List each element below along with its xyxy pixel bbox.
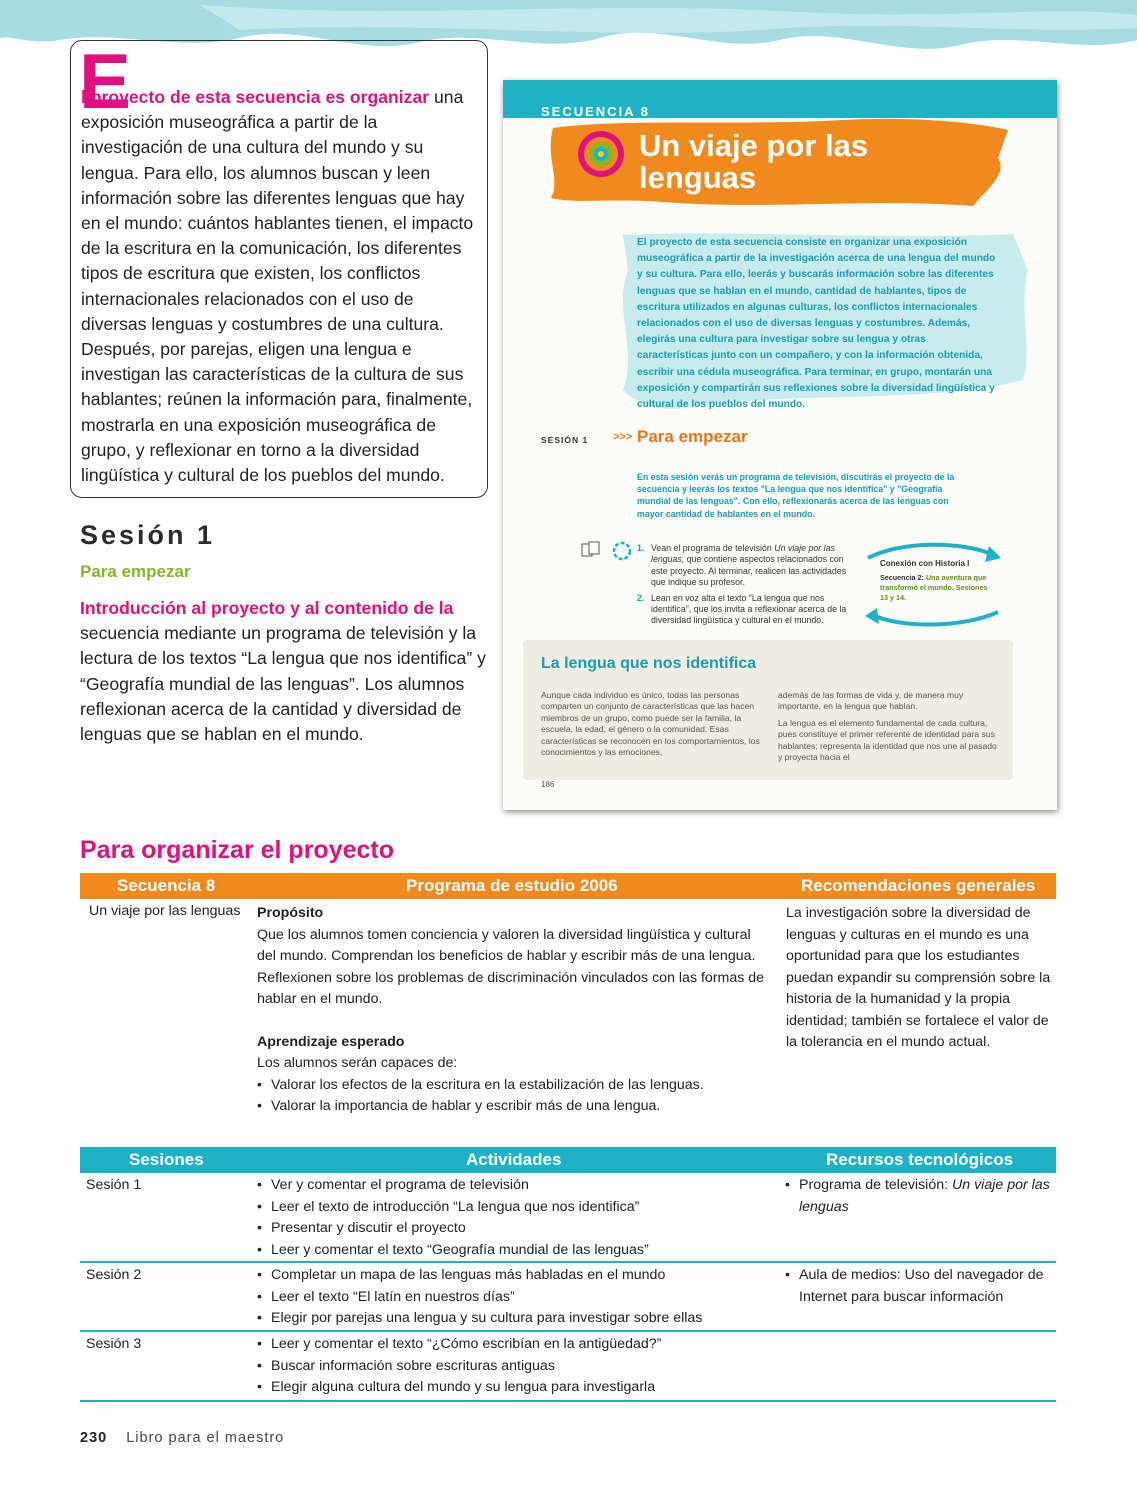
sequence-name: Un viaje por las lenguas (89, 903, 241, 919)
activity-item: • Presentar y discutir el proyecto (257, 1220, 466, 1236)
session-activities (257, 1334, 777, 1399)
connection-body: Secuencia 2: Una aventura que transformó el mundo. Sesiones 13 y 14. (880, 573, 988, 602)
learning-item: • Valorar los efectos de la escritura en la estabilización de las lenguas. (257, 1076, 704, 1093)
header-recommendations: Recomendaciones generales (801, 876, 1036, 895)
learning-item: • Valorar la importancia de hablar y escribir más de una lengua. (257, 1098, 661, 1114)
header-program: Programa de estudio 2006 (406, 876, 618, 895)
activity-item: • Leer el texto de introducción “La lengua que nos identifica” (257, 1198, 640, 1215)
resource-item: • Programa de televisión: Un viaje por las lenguas (785, 1177, 1050, 1215)
session-resources (785, 1265, 1055, 1308)
project-table-header (80, 873, 1056, 899)
book-activity-item: 2. Lean en voz alta el texto "La lengua que nos identifica", que los invita a reflexionar acerca de la diversidad lingüística y cultural en el mundo. (637, 592, 847, 626)
activity-item: • Ver y comentar el programa de televisión (257, 1177, 529, 1193)
activity-item: • Leer y comentar el texto “Geografía mundial de las lenguas” (257, 1241, 649, 1258)
book-activity-list (637, 543, 851, 631)
header-resources: Recursos tecnológicos (826, 1150, 1014, 1169)
book-sequence-label: SECUENCIA 8 (541, 104, 650, 119)
intro-box (70, 37, 488, 498)
connection-title: Conexión con Historia I (880, 559, 970, 568)
footer-label: Libro para el maestro (126, 1430, 285, 1446)
activity-item: • Leer el texto “El latín en nuestros días” (257, 1288, 515, 1305)
purpose-text: Que los alumnos tomen conciencia y valoren la diversidad lingüística y cultural del mundo. Comprendan los beneficios de hablar y escribir más de una lengua. Reflexionen sobre los problemas de discriminación vinculados con las formas de hablar en el mundo. (257, 926, 765, 1007)
session-lead: Introducción al proyecto y al contenido de la (80, 598, 454, 618)
project-title: Para organizar el proyecto (80, 836, 395, 864)
session-body: secuencia mediante un programa de televisión y la lectura de los textos “La lengua que nos identifica” y “Geografía mundial de las lenguas”. Los alumnos reflexionan acerca de la cantidad y diversidad de lenguas que se hablan en el mundo. (80, 623, 486, 745)
table-row (80, 1332, 1056, 1402)
session-title: Sesión 1 (80, 520, 216, 550)
book-session-title: Para empezar (637, 427, 748, 446)
target-icon (577, 130, 625, 178)
session-subtitle: Para empezar (80, 562, 191, 581)
learning-heading: Aprendizaje esperado (257, 1033, 405, 1050)
drop-cap: E (79, 37, 132, 125)
session-name: Sesión 1 (86, 1177, 142, 1193)
session-name: Sesión 2 (86, 1267, 142, 1283)
book-page-number: 186 (541, 780, 555, 789)
header-activities: Actividades (466, 1150, 562, 1169)
resource-item: • Aula de medios: Uso del navegador de Internet para buscar información (785, 1267, 1044, 1305)
sessions-table-header (80, 1147, 1056, 1173)
activity-item: • Leer y comentar el texto “¿Cómo escribían en la antigüedad?” (257, 1336, 662, 1352)
reading-column-2: además de las formas de vida y, de manera muy importante, en la lengua que hablan. La lengua es el elemento fundamental de cada cultura, pues constituye el primer referente de identidad para sus hablantes; representa la identidad que nos une al pasado y proyecta hacia el (778, 690, 997, 763)
intro-text (81, 85, 477, 488)
table-row (80, 1173, 1056, 1263)
program-column (257, 903, 772, 1118)
session-name: Sesión 3 (86, 1336, 142, 1352)
student-book-page (503, 80, 1057, 810)
header-sessions: Sesiones (129, 1150, 204, 1169)
intro-lead: l proyecto de esta secuencia es organizar (81, 87, 430, 107)
reading-title: La lengua que nos identifica (541, 655, 757, 672)
activity-item: • Elegir por parejas una lengua y su cultura para investigar sobre ellas (257, 1310, 703, 1326)
table-row (80, 1263, 1056, 1332)
purpose-heading: Propósito (257, 905, 324, 921)
session-description (80, 596, 490, 747)
session-activities (257, 1265, 777, 1330)
intro-body: una exposición museográfica a partir de la investigación de una cultura del mundo y su lengua. Para ello, los alumnos buscan y leen información sobre las diferentes lenguas que hay en el mundo: cuántos hablantes tienen, el impacto de la escritura en la comunicación, los diferentes tipos de escritura que existen, los conflictos internacionales relacionados con el uso de diversas lenguas y costumbres de una cultura. Después, por parejas, eligen una lengua e investigan las características de la cultura de sus hablantes; reúnen la información para, finalmente, mostrarla en una exposición museográfica de grupo, y reflexionar en torno a la diversidad lingüística y cultural de los pueblos del mundo. (81, 87, 474, 486)
book-title: Un viaje por las lenguas (639, 128, 869, 195)
book-session-description: En esta sesión verás un programa de televisión, discutirás el proyecto de la secuencia y leerás los textos "La lengua que nos identifica" y "Geografía mundial de las lenguas". Con ello, reflexionarás acerca de las lenguas con mayor cantidad de hablantes en el mundo. (637, 472, 955, 519)
book-intro-text: El proyecto de esta secuencia consiste en organizar una exposición museográfica a partir de la investigación acerca de una lengua del mundo y su cultura. Para ello, leerás y buscarás información sobre las diferentes lenguas que se hablan en el mundo, cantidad de hablantes, tipos de escritura utilizados en algunas culturas, los conflictos internacionales relacionados con el uso de diversas lenguas y costumbres. Además, elegirás una cultura para investigar sobre su lengua y otras características junto con un compañero, y con la información obtenida, escribir una cédula museográfica. Para terminar, en grupo, montarán una exposición y compartirán sus reflexiones sobre la diversidad lingüística y cultural de los pueblos del mundo. (637, 237, 996, 411)
learning-intro: Los alumnos serán capaces de: (257, 1055, 458, 1071)
activity-icons (581, 540, 633, 562)
header-sequence: Secuencia 8 (117, 876, 216, 895)
activity-item: • Elegir alguna cultura del mundo y su lengua para investigarla (257, 1379, 656, 1395)
page-number: 230 (80, 1430, 108, 1446)
reading-column-1: Aunque cada individuo es único, todas las personas comparten un conjunto de características que las hacen miembros de un grupo, como puede ser la familia, la escuela, la edad, el género o la comunidad. Esas características se reconocen en los comportamientos, los conocimientos y las emociones, (541, 690, 760, 758)
book-activity-item: 1. Vean el programa de televisión Un viaje por las lenguas, que contiene aspectos relacionados con este proyecto. Al terminar, realicen las actividades que indique su profesor. (637, 543, 847, 588)
activity-item: • Buscar información sobre escrituras antiguas (257, 1357, 555, 1374)
activity-item: • Completar un mapa de las lenguas más habladas en el mundo (257, 1267, 666, 1283)
recommendations-text: La investigación sobre la diversidad de lenguas y culturas en el mundo es una oportunidad para que los estudiantes puedan expandir su comprensión sobre la historia de la humanidad y la propia identidad; también se fortalece el valor de la tolerancia en el mundo actual. (786, 905, 1051, 1050)
book-session-label: SESIÓN 1 (541, 435, 589, 445)
arrows-icon: >>> (613, 431, 633, 443)
session-resources (785, 1175, 1055, 1218)
page-footer (80, 1430, 284, 1446)
session-activities (257, 1175, 777, 1261)
